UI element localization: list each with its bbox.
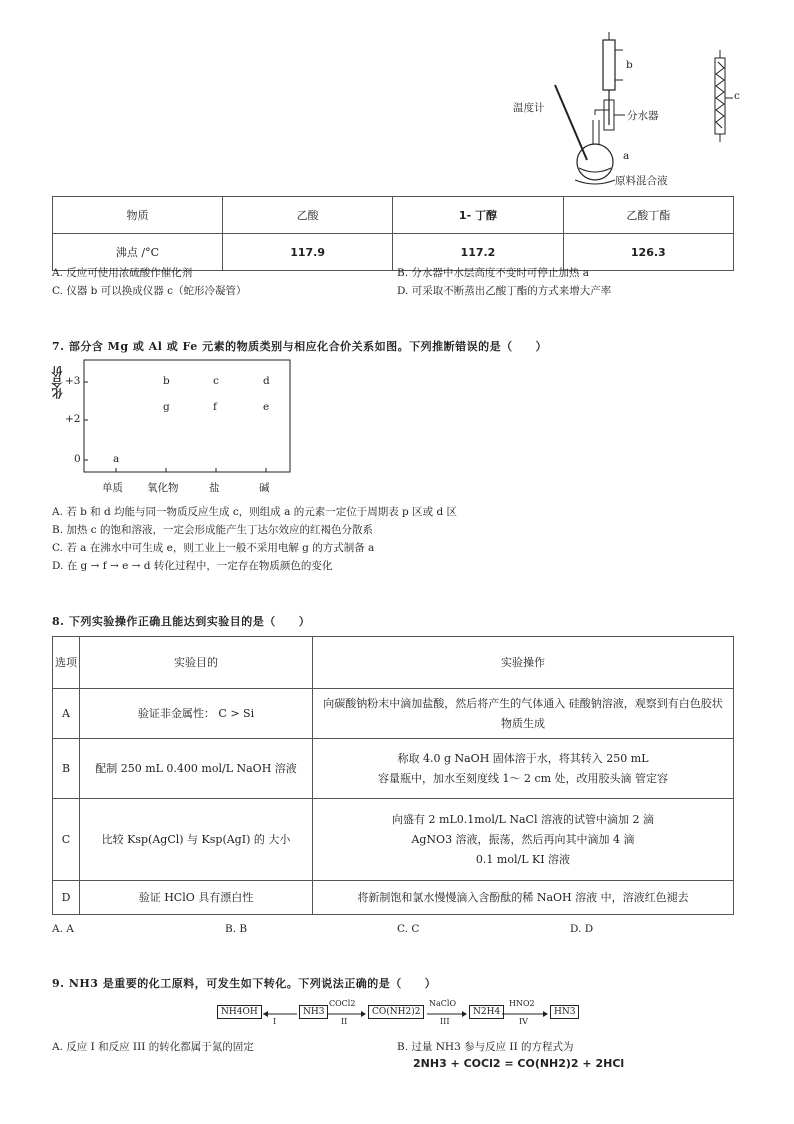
chart-point-g: g <box>163 401 170 413</box>
table-cell: 物质 <box>53 197 223 234</box>
reagent-label: COCl2 <box>329 999 356 1008</box>
chart-point-d: d <box>263 375 270 387</box>
q9-equation: 2NH3 + COCl2 = CO(NH2)2 + 2HCl <box>413 1057 625 1070</box>
step-label: II <box>341 1017 348 1026</box>
reaction-scheme <box>215 995 585 1031</box>
xtick-label: 盐 <box>209 482 220 494</box>
table-cell: D <box>53 881 80 915</box>
q8-stem: 8. 下列实验操作正确且能达到实验目的是（ ） <box>52 615 311 628</box>
xtick-label: 单质 <box>102 482 123 494</box>
reagent-label: NaClO <box>429 999 457 1008</box>
compound-box: HN3 <box>550 1005 579 1019</box>
table-cell: 117.9 <box>222 234 392 271</box>
table-cell: C <box>53 799 80 881</box>
op-line: AgNO3 溶液，振荡，然后再向其中滴加 4 滴 <box>411 832 635 846</box>
ytick-label: 0 <box>74 453 81 465</box>
table-cell: 乙酸 <box>222 197 392 234</box>
q7-option-b: B. 加热 c 的饱和溶液，一定会形成能产生丁达尔效应的红褐色分散系 <box>52 524 373 536</box>
table-row <box>53 881 734 915</box>
step-label: IV <box>519 1017 528 1026</box>
label-a: a <box>623 150 630 162</box>
op-line: 0.1 mol/L KI 溶液 <box>475 852 571 866</box>
chart-point-b: b <box>163 375 170 387</box>
table-cell: 乙酸丁酯 <box>563 197 733 234</box>
xtick-label: 碱 <box>259 482 270 494</box>
ytick-label: +3 <box>65 375 81 387</box>
table-row <box>53 799 734 881</box>
table-cell: 配制 250 mL 0.400 mol/L NaOH 溶液 <box>80 739 313 799</box>
table-row <box>53 689 734 739</box>
q8-answer-c: C. C <box>397 923 420 935</box>
boiling-point-table <box>52 196 734 271</box>
step-label: I <box>273 1017 277 1026</box>
ytick-label: +2 <box>65 413 81 425</box>
step-label: III <box>440 1017 450 1026</box>
table-cell: 实验目的 <box>80 637 313 689</box>
label-separator: 分水器 <box>627 110 659 122</box>
label-b: b <box>626 59 633 71</box>
label-thermometer: 温度计 <box>513 102 545 114</box>
label-c: c <box>734 90 740 102</box>
table-cell: 将新制饱和氯水慢慢滴入含酚酞的稀 NaOH 溶液 中，溶液红色褪去 <box>313 881 734 915</box>
table-header-row <box>53 637 734 689</box>
experiment-table <box>52 636 734 915</box>
q7-option-a: A. 若 b 和 d 均能与同一物质反应生成 c，则组成 a 的元素一定位于周期表 p 区或 d 区 <box>52 506 457 518</box>
q7-option-c: C. 若 a 在沸水中可生成 e，则工业上一般不采用电解 g 的方式制备 a <box>52 542 375 554</box>
q6-option-d: D. 可采取不断蒸出乙酸丁酯的方式来增大产率 <box>397 285 612 297</box>
label-mixture: 原料混合液 <box>615 175 668 187</box>
chart-ylabel: 化合价 <box>51 366 64 399</box>
q6-option-c: C. 仪器 b 可以换成仪器 c（蛇形冷凝管） <box>52 285 247 297</box>
compound-box: NH3 <box>299 1005 328 1019</box>
table-cell <box>313 799 734 881</box>
q9-stem: 9. NH3 是重要的化工原料，可发生如下转化。下列说法正确的是（ ） <box>52 977 437 990</box>
table-cell: B <box>53 739 80 799</box>
op-line: 称取 4.0 g NaOH 固体溶于水，将其转入 250 mL <box>397 751 649 765</box>
q6-option-b: B. 分水器中水层高度不变时可停止加热 a <box>397 267 589 279</box>
reagent-label: HNO2 <box>509 999 535 1008</box>
op-line: 向盛有 2 mL0.1mol/L NaCl 溶液的试管中滴加 2 滴 <box>392 812 654 826</box>
table-cell: A <box>53 689 80 739</box>
chart-point-e: e <box>263 401 270 413</box>
q9-option-b: B. 过量 NH3 参与反应 II 的方程式为 <box>397 1041 574 1053</box>
q7-stem: 7. 部分含 Mg 或 Al 或 Fe 元素的物质类别与相应化合价关系如图。下列推断错误的是（ ） <box>52 340 548 353</box>
chart-point-c: c <box>213 375 219 387</box>
table-cell: 实验操作 <box>313 637 734 689</box>
table-row <box>53 739 734 799</box>
table-cell: 比较 Ksp(AgCl) 与 Ksp(AgI) 的 大小 <box>80 799 313 881</box>
table-cell <box>313 739 734 799</box>
table-cell: 126.3 <box>563 234 733 271</box>
table-cell: 1- 丁醇 <box>393 197 563 234</box>
xtick-label: 氧化物 <box>147 482 179 494</box>
table-cell: 验证非金属性： C > Si <box>80 689 313 739</box>
table-cell: 117.2 <box>393 234 563 271</box>
table-cell: 向碳酸钠粉末中滴加盐酸，然后将产生的气体通入 硅酸钠溶液，观察到有白色胶状物质生成 <box>313 689 734 739</box>
q8-answer-d: D. D <box>570 923 594 935</box>
q8-answer-a: A. A <box>52 923 74 935</box>
table-cell: 沸点 /°C <box>53 234 223 271</box>
compound-box: CO(NH2)2 <box>368 1005 424 1019</box>
compound-box: NH4OH <box>217 1005 262 1019</box>
chart-point-f: f <box>213 401 217 413</box>
q9-option-a: A. 反应 I 和反应 III 的转化都属于氮的固定 <box>52 1041 254 1053</box>
compound-box: N2H4 <box>469 1005 504 1019</box>
q6-option-a: A. 反应可使用浓硫酸作催化剂 <box>52 267 193 279</box>
chart-point-a: a <box>113 453 120 465</box>
apparatus-figure <box>505 30 765 195</box>
valence-chart <box>52 358 302 498</box>
table-cell: 选项 <box>53 637 80 689</box>
op-line: 容量瓶中，加水至刻度线 1～ 2 cm 处，改用胶头滴 管定容 <box>377 771 669 785</box>
q7-option-d: D. 在 g → f → e → d 转化过程中，一定存在物质颜色的变化 <box>52 560 333 572</box>
table-header-row <box>53 197 734 234</box>
table-cell: 验证 HClO 具有漂白性 <box>80 881 313 915</box>
q8-answer-b: B. B <box>225 923 248 935</box>
